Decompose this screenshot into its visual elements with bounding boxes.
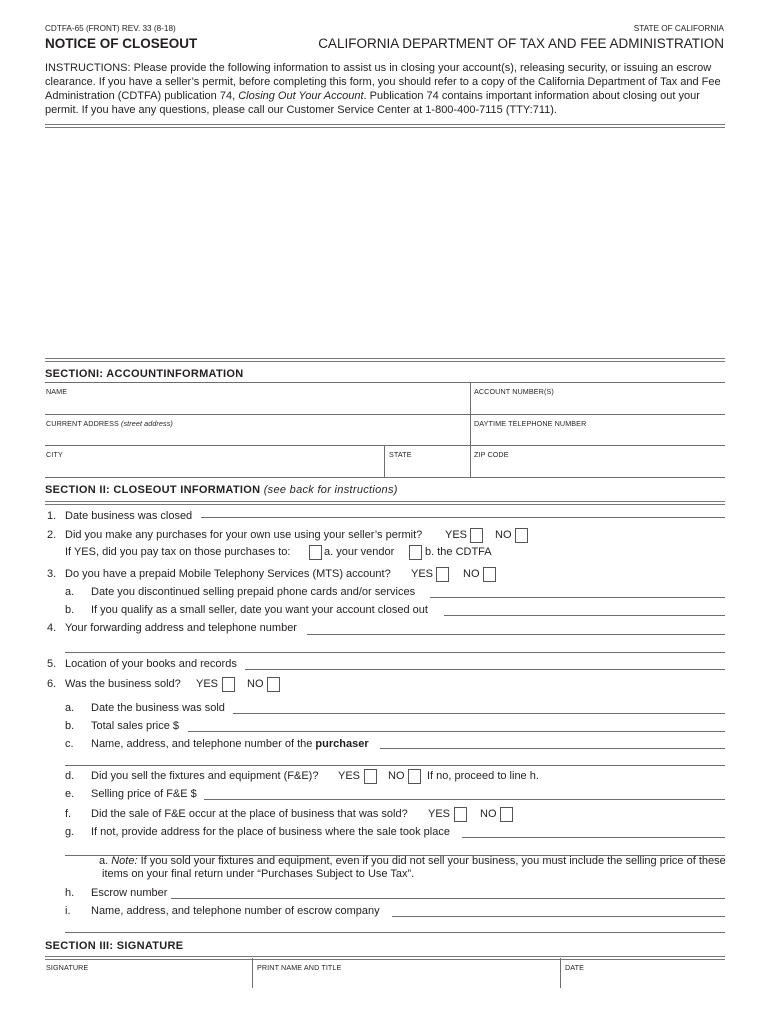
divider [45,358,725,362]
rule [45,382,725,383]
q6d-note: If no, proceed to line h. [427,770,539,782]
q6c-number: c. [65,738,74,750]
q2-yes-checkbox[interactable] [470,528,483,543]
q2-cdtfa-checkbox[interactable] [409,545,422,560]
q6b-label: Total sales price $ [91,720,180,732]
column-divider [252,958,253,988]
q6a-label: Date the business was sold [91,702,225,714]
q6c-answer-line[interactable] [380,748,725,749]
q3b-number: b. [65,604,75,616]
q1-label: Date business was closed [65,510,193,522]
q6-yes-checkbox[interactable] [222,677,235,692]
divider [45,124,725,128]
q6f-no-label: NO [480,808,497,820]
q6i-number: i. [65,905,71,917]
divider [45,501,725,505]
q6g-number: g. [65,826,75,838]
q6h-label: Escrow number [91,887,168,899]
current-address-field[interactable]: CURRENT ADDRESS (street address) [46,419,173,428]
q6i-answer-line[interactable] [392,916,725,917]
q4-number: 4. [47,622,57,634]
q3-number: 3. [47,568,57,580]
q6i-answer-line-2[interactable] [65,932,725,933]
q6f-yes-label: YES [428,808,451,820]
q4-answer-line[interactable] [307,634,725,635]
q6f-number: f. [65,808,72,820]
q2-sub-label: If YES, did you pay tax on those purchases to: [65,546,291,558]
q6d-label: Did you sell the fixtures and equipment (F&E)? [91,770,319,782]
q6h-answer-line[interactable] [171,898,725,899]
zip-field[interactable]: ZIP CODE [474,450,509,459]
state-label: STATE OF CALIFORNIA [633,24,724,33]
column-divider [470,382,471,477]
form-title: NOTICE OF CLOSEOUT [45,36,198,51]
instructions: INSTRUCTIONS: Please provide the following information to assist us in closing your account(s), releasing security, or issuing an escrow clearance. If you have a seller’s permit, before completing this form, you should refer to a copy of the California Department of Tax and Fee Administration (CDTFA) publication 74, Closing Out Your Account. Publication 74 contains important information about closing out your permit. If you have any questions, please call our Customer Service Center at 1-800-400-7115 (TTY:711). [45,62,721,116]
rule [45,414,725,415]
q3b-label: If you qualify as a small seller, date you want your account closed out [91,604,428,616]
q1-number: 1. [47,510,57,522]
q6d-number: d. [65,770,75,782]
city-field[interactable]: CITY [46,450,63,459]
q3-label: Do you have a prepaid Mobile Telephony Services (MTS) account? [65,568,391,580]
q3-yes-label: YES [411,568,434,580]
form-id: CDTFA-65 (FRONT) REV. 33 (8-18) [45,24,176,33]
q5-label: Location of your books and records [65,658,237,670]
q6f-label: Did the sale of F&E occur at the place of business that was sold? [91,808,408,820]
q6a-answer-line[interactable] [233,713,725,714]
q6b-number: b. [65,720,75,732]
q6g-label: If not, provide address for the place of business where the sale took place [91,826,450,838]
q6h-number: h. [65,887,75,899]
q3a-label: Date you discontinued selling prepaid phone cards and/or services [91,586,416,598]
q2-no-label: NO [495,529,512,541]
q6g-answer-line[interactable] [462,837,725,838]
q6b-answer-line[interactable] [188,731,725,732]
q6e-label: Selling price of F&E $ [91,788,197,800]
section1-heading: SECTIONI: ACCOUNTINFORMATION [45,368,244,380]
section2-heading: SECTION II: CLOSEOUT INFORMATION (see back for instructions) [45,484,398,496]
q6-no-label: NO [247,678,264,690]
q3-no-label: NO [463,568,480,580]
phone-field[interactable]: DAYTIME TELEPHONE NUMBER [474,419,587,428]
q2-label: Did you make any purchases for your own use using your seller’s permit? [65,529,423,541]
q2-vendor-label: a. your vendor [324,546,395,558]
q6-yes-label: YES [196,678,219,690]
q6-label: Was the business sold? [65,678,181,690]
q4-answer-line-2[interactable] [65,652,725,653]
q3-yes-checkbox[interactable] [436,567,449,582]
q2-cdtfa-label: b. the CDTFA [425,546,492,558]
name-field[interactable]: NAME [46,387,68,396]
agency-name: CALIFORNIA DEPARTMENT OF TAX AND FEE ADMINISTRATION [318,36,724,51]
q4-label: Your forwarding address and telephone number [65,622,297,634]
q3a-number: a. [65,586,75,598]
q3b-answer-line[interactable] [444,615,725,616]
q6-no-checkbox[interactable] [267,677,280,692]
q6c-answer-line-2[interactable] [65,765,725,766]
q5-answer-line[interactable] [245,669,725,670]
account-numbers-field[interactable]: ACCOUNT NUMBER(S) [474,387,554,396]
q2-number: 2. [47,529,57,541]
column-divider [560,958,561,988]
column-divider [384,445,385,477]
fe-note: a. Note: If you sold your fixtures and equipment, even if you did not sell your business, you must include the selling price of these items on your final return under “Purchases Subject to Use Tax”. [99,855,726,880]
q6c-label: Name, address, and telephone number of the purchaser [91,738,369,750]
q3a-answer-line[interactable] [430,597,725,598]
state-field[interactable]: STATE [389,450,412,459]
q6a-number: a. [65,702,75,714]
section3-heading: SECTION III: SIGNATURE [45,940,184,952]
rule [45,445,725,446]
signature-field[interactable]: SIGNATURE [46,963,89,972]
q6e-number: e. [65,788,75,800]
q6d-no-label: NO [388,770,405,782]
q6-number: 6. [47,678,57,690]
print-name-field[interactable]: PRINT NAME AND TITLE [257,963,342,972]
date-field[interactable]: DATE [565,963,585,972]
q6f-yes-checkbox[interactable] [454,807,467,822]
q2-no-checkbox[interactable] [515,528,528,543]
q5-number: 5. [47,658,57,670]
q1-answer-line[interactable] [201,517,725,518]
q6d-no-checkbox[interactable] [408,769,421,784]
q2-yes-label: YES [445,529,468,541]
q6d-yes-checkbox[interactable] [364,769,377,784]
q2-vendor-checkbox[interactable] [309,545,322,560]
divider [45,956,725,960]
q6i-label: Name, address, and telephone number of escrow company [91,905,380,917]
q6e-answer-line[interactable] [204,799,725,800]
q6f-no-checkbox[interactable] [500,807,513,822]
q3-no-checkbox[interactable] [483,567,496,582]
rule [45,477,725,478]
q6d-yes-label: YES [338,770,361,782]
